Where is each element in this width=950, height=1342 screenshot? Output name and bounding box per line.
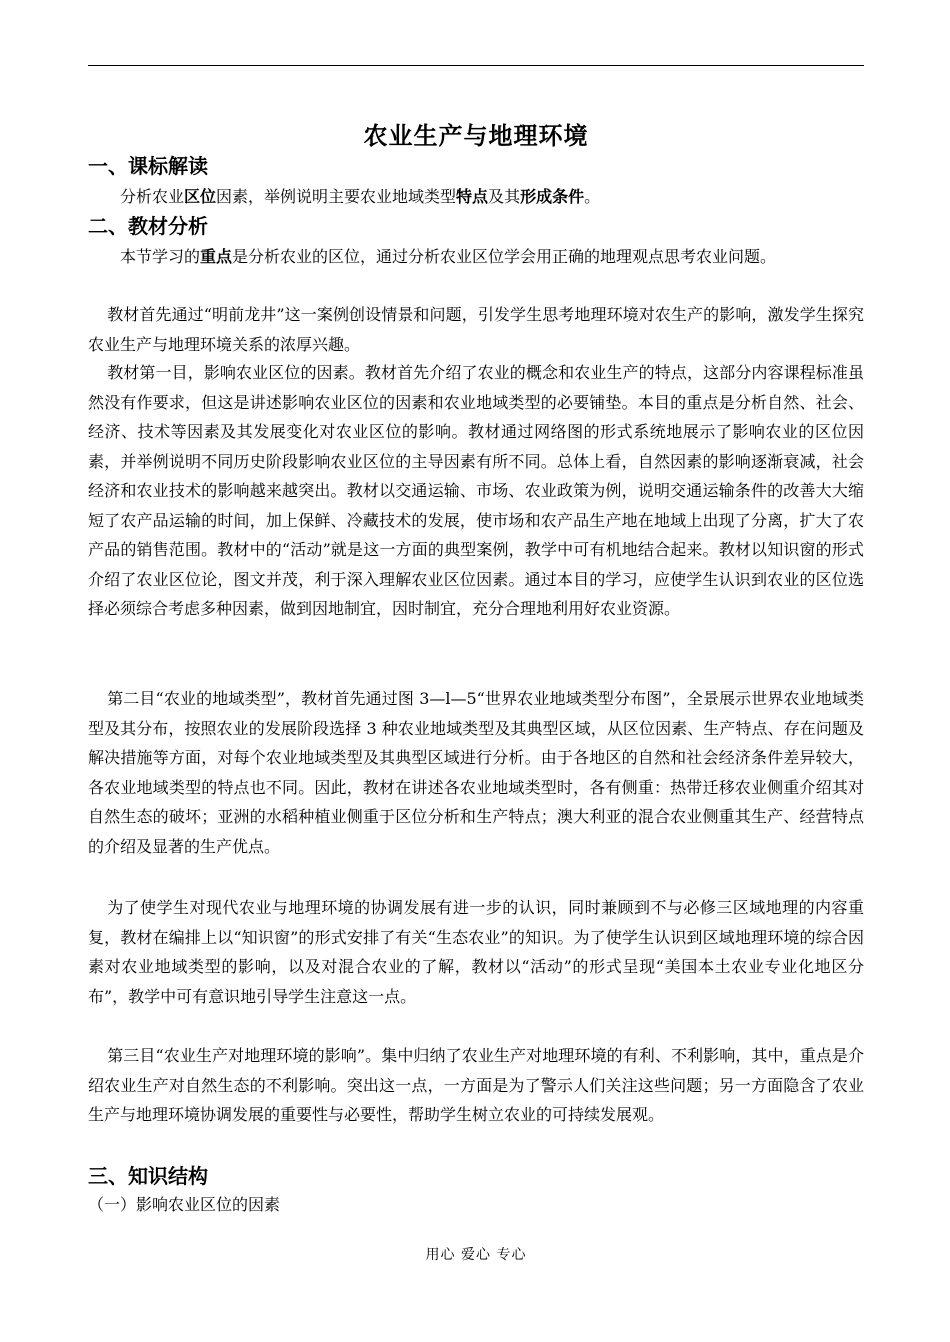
page-footer: 用心 爱心 专心 [425,1247,527,1263]
page-title: 农业生产与地理环境 [363,122,589,150]
textbook-paragraph-4: 第二目“农业的地域类型”，教材首先通过图 3—l—5“世界农业地域类型分布图”，全景展示世界农业地域类型及其分布，按照农业的发展阶段选择 3 种农业地域类型及其典型区域，从区位因素、生产特点、存在问题及解决措施等方面，对每个农业地域类型及其典型区域进行分析。由于各地区的自然和社会经济条件差异较大，各农业地域类型的特点也不同。因此，教材在讲述各农业地域类型时，各有侧重：热带迁移农业侧重介绍其对自然生态的破坏；亚洲的水稻种植业侧重于区位分析和生产特点；澳大利亚的混合农业侧重其生产、经营特点的介绍及显著的生产优点。 [88,689,864,856]
textbook-paragraph-2: 教材首先通过“明前龙井”这一案例创设情景和问题，引发学生思考地理环境对农生产的影响，激发学生探究农业生产与地理环境关系的浓厚兴趣。 [88,305,864,354]
section-heading-structure: 三、知识结构 [88,1164,208,1188]
textbook-paragraph-3: 教材第一目，影响农业区位的因素。教材首先介绍了农业的概念和农业生产的特点，这部分内容课程标准虽然没有作要求，但这是讲述影响农业区位的因素和农业地域类型的必要铺垫。本目的重点是分析自然、社会、经济、技术等因素及其发展变化对农业区位的影响。教材通过网络图的形式系统地展示了影响农业的区位因素，并举例说明不同历史阶段影响农业区位的主导因素有所不同。总体上看，自然因素的影响逐渐衰减，社会经济和农业技术的影响越来越突出。教材以交通运输、市场、农业政策为例，说明交通运输条件的改善大大缩短了农产品运输的时间，加上保鲜、冷藏技术的发展，使市场和农产品生产地在地域上出现了分离，扩大了农产品的销售范围。教材中的“活动”就是这一方面的典型案例，教学中可有机地结合起来。教材以知识窗的形式介绍了农业区位论，图文并茂，利于深入理解农业区位因素。通过本目的学习，应使学生认识到农业的区位选择必须综合考虑多种因素，做到因地制宜，因时制宜，充分合理地利用好农业资源。 [88,363,864,618]
header-rule [88,65,864,66]
subsection-heading-factors: （一）影响农业区位的因素 [88,1195,281,1214]
textbook-paragraph-6: 第三目“农业生产对地理环境的影响”。集中归纳了农业生产对地理环境的有利、不利影响，其中，重点是介绍农业生产对自然生态的不利影响。突出这一点，一方面是为了警示人们关注这些问题；另一方面隐含了农业生产与地理环境协调发展的重要性与必要性，帮助学生树立农业的可持续发展观。 [88,1046,864,1124]
textbook-paragraph-5: 为了使学生对现代农业与地理环境的协调发展有进一步的认识，同时兼顾到不与必修三区域地理的内容重复，教材在编排上以“知识窗”的形式安排了有关“生态农业”的知识。为了使学生认识到区域地理环境的综合因素对农业地域类型的影响，以及对混合农业的了解，教材以“活动”的形式呈现“美国本土农业专业化地区分布”，教学中可有意识地引导学生注意这一点。 [88,898,864,1006]
document-page [88,0,864,1342]
curriculum-paragraph: 分析农业区位因素，举例说明主要农业地域类型特点及其形成条件。 [120,187,601,206]
section-heading-curriculum: 一、课标解读 [88,154,208,178]
textbook-paragraph-1: 本节学习的重点是分析农业的区位，通过分析农业区位学会用正确的地理观点思考农业问题。 [120,247,777,266]
section-heading-textbook: 二、教材分析 [88,214,208,238]
